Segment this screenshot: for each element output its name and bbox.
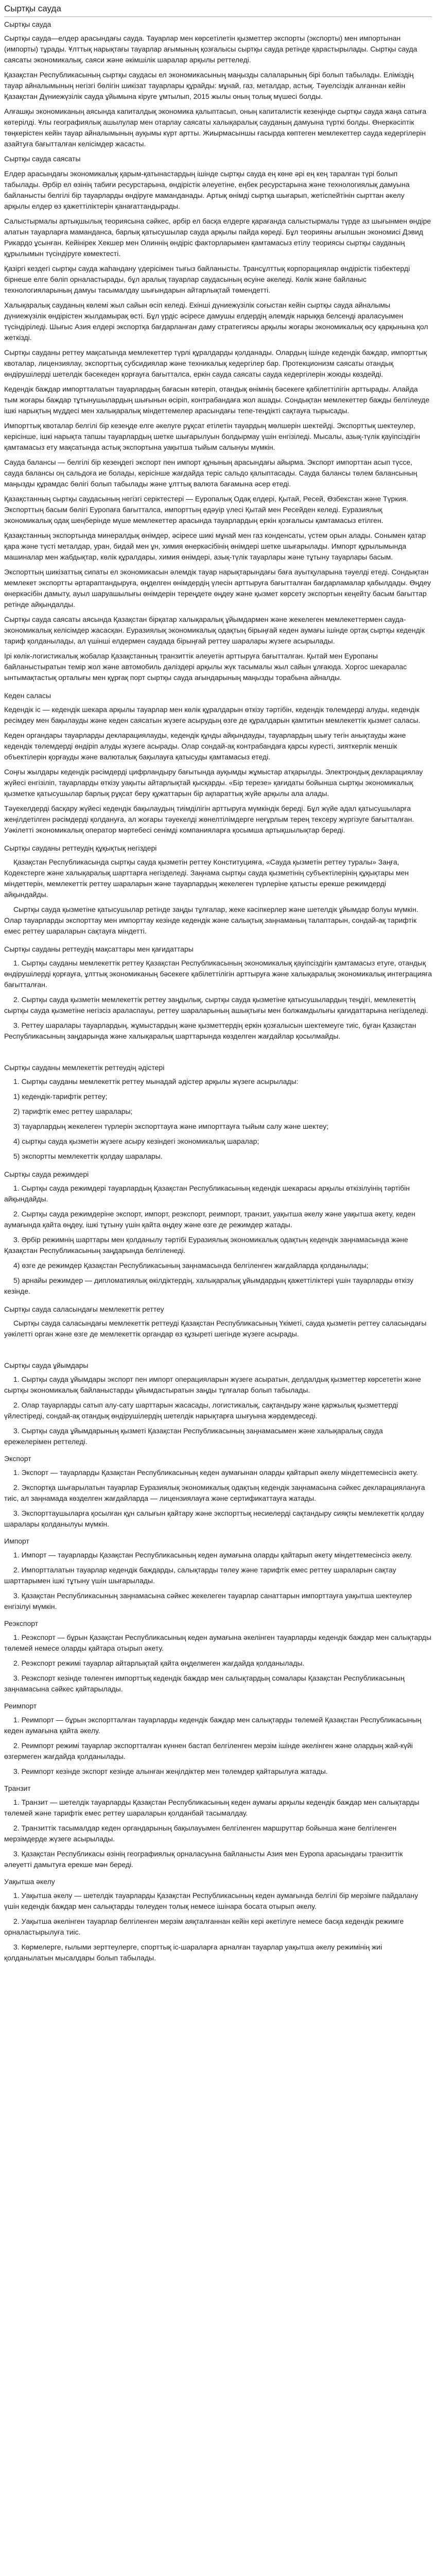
temporary-import-item: 2. Уақытша әкелінген тауарлар белгіленген мерзім аяқталғаннан кейін кері әкетілуге немесе басқа кедендік режимге орналастырылуға тиіс. [4, 1917, 404, 1937]
section-heading-temporary-import: Уақытша әкелу [4, 1877, 55, 1886]
customs-paragraph: Соңғы жылдары кедендік рәсімдерді цифрландыру бағытында ауқымды жұмыстар атқарылды. Электрондық декларациялау жүйесі енгізіліп, тауарларды өткізу уақыты айтарлықтай қысқарды. «Бір терезе» қағидаты бойынша сыртқы экономикалық қызметке қатысушылар барлық рұқсат беру құжаттарын бір ақпараттық жүйе арқылы ала алады. [4, 768, 423, 798]
section-heading-reimport: Реимпорт [4, 1702, 37, 1710]
intro-paragraph: Алғашқы экономиканың аясында капиталдық экономика қалыптасып, оның капиталистік кезеңінде сыртқы сауда жаңа сатыға көтерілді. Ұлы географиялық ашылулар мен отарлау саясаты халықаралық сауданың дамуына түрткі болды. Өнеркәсіптік төңкерістен кейін тауар айналымының ауқымы күрт артты. Жиырмасыншы ғасырда көптеген мемлекеттер сауда кедергілерін азайтуға бағытталған келісімдер жасасты. [4, 107, 427, 148]
section-heading-regions: Сыртқы сауда ұйымдары [4, 1361, 89, 1370]
customs-paragraph: Тәуекелдерді басқару жүйесі кедендік бақылаудың тиімділігін арттыруға мүмкіндік береді. Бұл жүйе адал қатысушыларға жеңілдетілген рәсімдерді қолдануға, ал жоғары тәуекелді жөнелтілімдерге неғұрлым терең тексеру жүргізуге бағытталған. Уәкілетті экономикалық оператор мәртебесі сенімді компанияларға қосымша артықшылықтар береді. [4, 804, 414, 835]
methods-item: 3) тауарлардың жекелеген түрлерін экспорттауға және импорттауға тыйым салу және шектеу; [13, 1122, 329, 1131]
body-paragraph: Ірі көлік-логистикалық жобалар Қазақстанның транзиттік әлеуетін арттыруға бағытталған. Қытай мен Еуропаны байланыстыратын темір жол және автомобиль дәліздері арқылы жүк тасымалы жыл сайын ұлғаюда. Хоргос шекаралас ынтымақтастық орталығы мен құрғақ порт сыртқы сауда ағындарының маңызды торабына айналды. [4, 652, 407, 682]
reimport-item: 3. Реимпорт кезінде экспорт кезінде алынған жеңілдіктер мен төлемдер қайтарылуға жатады. [13, 1767, 328, 1776]
reexport-item: 2. Реэкспорт режимі тауарлар айтарлықтай қайта өңделмеген жағдайда қолданылады. [13, 1659, 305, 1668]
body-paragraph: Кедендік баждар импортталатын тауарлардың бағасын көтеріп, отандық өнімнің бәсекеге қабілеттілігін арттырады. Алайда тым жоғары баждар тұтынушылардың шығынын өсіріп, контрабандаға жол ашады. Сондықтан мемлекеттер бажды белгілеуде ішкі нарықтың мүддесі мен халықаралық міндеттемелер арасындағы тепе-теңдікті сақтауға тырысады. [4, 385, 430, 415]
body-paragraph: Елдер арасындағы экономикалық қарым-қатынастардың ішінде сыртқы сауда ең көне әрі ең кең таралған түрі болып табылады. Әрбір ел өзінің табиғи ресурстарына, өндірістік әлеуетіне, еңбек ресурстарына және технологиялық дамуына байланысты белгілі бір тауарларды өндіруге маманданады. Артық өнімді сыртқа шығарып, жетіспейтінін сырттан әкелу арқылы елдер өз қажеттіліктерін қанағаттандырады. [4, 170, 410, 211]
trade-modes-item: 1. Сыртқы сауда режимдері тауарлардың Қазақстан Республикасының кедендік шекарасы арқылы өткізілуінің тәртібін айқындайды. [4, 1184, 410, 1204]
temporary-import-item: 3. Көрмелерге, ғылыми зерттеулерге, спорттық іс-шараларға арналған тауарлар уақытша әкелу режимінің жиі қолданылатын мысалдары болып табылады. [4, 1943, 382, 1962]
temporary-import-item: 1. Уақытша әкелу — шетелдік тауарларды Қазақстан Республикасының кеден аумағында белгілі бір мерзімге пайдалану үшін кедендік баждар мен салықтарды төлеуден толық немесе ішінара босата отырып әкелу. [4, 1891, 418, 1911]
goals-item: 1. Сыртқы сауданы мемлекеттік реттеу Қазақстан Республикасының экономикалық қауіпсіздігін қамтамасыз етуге, отандық өндірушілерді қорғауға, ұлттық экономиканың бәсекеге қабілеттілігін арттыруға және халықаралық экономикалық интеграцияға бағытталған. [4, 959, 432, 989]
body-paragraph: Қазақстанның экспортында минералдық өнімдер, әсіресе шикі мұнай мен газ конденсаты, үстем орын алады. Сонымен қатар қара және түсті металдар, уран, бидай мен ұн, химия өнеркәсібінің өнімдері шетке шығарылады. Импорт құрылымында машиналар мен жабдықтар, көлік құралдары, химия өнімдері, азық-түлік тауарлары және тұтыну тауарлары басым. [4, 531, 426, 562]
section-heading-state: Сыртқы сауда саласындағы мемлекеттік реттеу [4, 1305, 164, 1314]
reexport-item: 3. Реэкспорт кезінде төленген импорттық кедендік баждар мен салықтардың сомалары Қазақстан Республикасының заңнамасына сәйкес қайтарылады. [4, 1674, 405, 1693]
customs-paragraph: Кедендік іс — кедендік шекара арқылы тауарлар мен көлік құралдарын өткізу тәртібін, кедендік төлемдерді алуды, кедендік ресімдеу мен бақылауды және кеден саясатын жүзеге асырудың өзге де құралдарын қамтитын мемлекеттік қызмет саласы. [4, 705, 421, 725]
intro-paragraph: Қазақстан Республикасының сыртқы саудасы ел экономикасының маңызды салаларының бірі болып табылады. Еліміздің тауар айналымының негізгі бөлігін шикізат тауарлары құрайды: мұнай, газ, металдар, астық. Тәуелсіздік алғаннан кейін Қазақстан Дүниежүзілік сауда ұйымына кіруге ұмтылып, 2015 жылы оның толық мүшесі болды. [4, 71, 414, 101]
section-heading-methods: Сыртқы сауданы мемлекеттік реттеудің әдістері [4, 1063, 165, 1072]
body-paragraph: Сыртқы сауданы реттеу мақсатында мемлекеттер түрлі құралдарды қолданады. Олардың ішінде кедендік баждар, импорттық квоталар, лицензиялау, экспорттық субсидиялар және техникалық кедергілер бар. Протекционизм саясаты отандық өндірушілерді шетелдік бәсекеден қорғауға бағытталса, еркін сауда саясаты сауда кедергілерін жоюды көздейді. [4, 348, 427, 379]
customs-paragraph: Кеден органдары тауарларды декларациялауды, кедендік құнды айқындауды, тауарлардың шығу тегін анықтауды және кедендік төлемдерді өндіріп алуды жүзеге асырады. Олар сондай-ақ контрабандаға қарсы күресті, зияткерлік меншік объектілерін қорғауды және валюталық бақылауға қатысуды қамтамасыз етеді. [4, 731, 406, 761]
section-heading-trade-modes: Сыртқы сауда режимдері [4, 1170, 89, 1179]
transit-item: 1. Транзит — шетелдік тауарларды Қазақстан Республикасының кеден аумағы арқылы кедендік баждар мен салықтарды төлемей және тарифтік емес реттеу шараларын қолданбай тасымалдау. [4, 1798, 420, 1818]
intro-subheading: Сыртқы сауда саясаты [4, 155, 81, 163]
trade-modes-item: 2. Сыртқы сауда режимдеріне экспорт, импорт, реэкспорт, реимпорт, транзит, уақытша әкелу және уақытша әкету, кеден аумағында қайта өңдеу, ішкі тұтыну үшін қайта өңдеу және өзге де режимдер жатады. [4, 1210, 415, 1229]
reexport-item: 1. Реэкспорт — бұрын Қазақстан Республикасының кеден аумағына әкелінген тауарларды кедендік баждар мен салықтарды төлемей немесе оларды қайтара отырып әкету. [4, 1633, 432, 1653]
section-heading-transit: Транзит [4, 1784, 31, 1793]
export-item: 1. Экспорт — тауарларды Қазақстан Республикасының кеден аумағынан оларды қайтарып әкелу міндеттемесінсіз әкету. [13, 1468, 418, 1477]
methods-item: 5) экспортты мемлекеттік қолдау шаралары. [13, 1152, 163, 1161]
law-paragraph: Қазақстан Республикасында сыртқы сауда қызметін реттеу Конституцияға, «Сауда қызметін реттеу туралы» Заңға, Кодекстерге және халықаралық шарттарға негізделеді. Заңнама сыртқы сауда қызметінің субъектілерінің құқықтары мен міндеттерін, мемлекеттік реттеу шараларын және тауарлардың жекелеген түрлеріне қатысты ерекше режимдерді айқындайды. [4, 858, 409, 899]
state-paragraph: Сыртқы сауда саласындағы мемлекеттік реттеуді Қазақстан Республикасының Үкіметі, сауда қызметін реттеу саласындағы уәкілетті орган және өзге де мемлекеттік органдар өз құзыреті шегінде жүзеге асырады. [4, 1319, 427, 1338]
reimport-item: 2. Реимпорт режимі тауарлар экспортталған күннен бастап белгіленген мерзім ішінде әкелінген және олардың жай-күйі өзгермеген жағдайда қолданылады. [4, 1741, 413, 1761]
methods-item: 1) кедендік-тарифтік реттеу; [13, 1092, 108, 1101]
regions-item: 1. Сыртқы сауда ұйымдары экспорт пен импорт операцияларын жүзеге асыратын, делдалдық қызметтер көрсететін және сыртқы экономикалық байланыстарды ұйымдастыратын заңды тұлғалар болып табылады. [4, 1375, 421, 1395]
methods-item: 4) сыртқы сауда қызметін жүзеге асыру кезіндегі экономикалық шаралар; [13, 1137, 259, 1146]
import-item: 2. Импортталатын тауарлар кедендік баждарды, салықтарды төлеу және тарифтік емес реттеу шараларын сақтау шарттарымен ішкі тұтыну үшін шығарылады. [4, 1566, 396, 1585]
export-item: 2. Экспортқа шығарылатын тауарлар Еуразиялық экономикалық одақтың кедендік заңнамасына сәйкес декларациялануға тиіс, ал заңнамада көзделген жағдайларда — лицензиялауға және сертификаттауға жатады. [4, 1483, 425, 1503]
methods-item: 1. Сыртқы сауданы мемлекеттік реттеу мынадай әдістер арқылы жүзеге асырылады: [13, 1077, 299, 1086]
section-heading-goals: Сыртқы сауданы реттеудің мақсаттары мен қағидаттары [4, 945, 194, 954]
body-paragraph: Экспорттың шикізаттық сипаты ел экономикасын әлемдік тауар нарықтарындағы баға ауытқуларына тәуелді етеді. Сондықтан мемлекет экспортты әртараптандыруға, өңделген өнімдердің үлесін арттыруға бағытталған бағдарламалар қабылдады. Өңдеу өнеркәсібін дамыту, ауыл шаруашылығы өнімдерін тереңдете өңдеу және қызмет көрсету экспортын кеңейту басым бағыттар ретінде айқындалды. [4, 568, 431, 609]
body-paragraph: Сауда балансы — белгілі бір кезеңдегі экспорт пен импорт құнының арасындағы айырма. Экспорт импорттан асып түссе, сауда балансы оң сальдоға ие болады, керісінше жағдайда теріс сальдо қалыптасады. Сауда балансы төлем балансының маңызды құрамдас бөлігі болып табылады және ұлттық валюта бағамына әсер етеді. [4, 458, 417, 488]
section-heading-export: Экспорт [4, 1454, 31, 1463]
body-paragraph: Қазіргі кездегі сыртқы сауда жаһандану үдерісімен тығыз байланысты. Трансұлттық корпорациялар өндірістік тізбектерді бірнеше елге бөліп орналастырады, бұл аралық тауарлар саудасының өсуіне әкеледі. Көлік және байланыс технологияларының дамуы тасымалдау шығындарын айтарлықтай төмендетті. [4, 264, 410, 295]
body-paragraph: Сыртқы сауда саясаты аясында Қазақстан бірқатар халықаралық ұйымдармен және жекелеген мемлекеттермен сауда-экономикалық келісімдер жасасқан. Еуразиялық экономикалық одақтың бірыңғай кеден аумағы ішінде ортақ сыртқы кедендік тариф қолданылады, ал үшінші елдермен саудада бірыңғай реттеу шаралары жүзеге асырылады. [4, 615, 425, 646]
goals-item: 3. Реттеу шаралары тауарлардың, жұмыстардың және қызметтердің еркін қозғалысын шектемеуге тиіс, бұған Қазақстан Республикасының заңдарында және халықаралық шарттарында көзделген жағдайлар қосылмайды. [4, 1021, 416, 1041]
trade-modes-item: 4) өзге де режимдер Қазақстан Республикасының заңнамасында белгіленген жағдайларда қолданылады; [13, 1261, 369, 1270]
intro-paragraph: Сыртқы сауда—елдер арасындағы сауда. Тауарлар мен көрсетілетін қызметтер экспорты (экспорты) мен импортынан (импорты) тұрады. Ұлттық нарықтағы тауарлар ағымының қозғалысы сыртқы сауда ретінде қарастырылады. Сыртқы сауда саясаты экономикалық, саяси және әкімшілік шаралар арқылы реттеледі. [4, 34, 417, 64]
section-heading-law: Сыртқы сауданы реттеудің құқықтық негіздері [4, 844, 157, 853]
section-heading-customs: Кеден саласы [4, 691, 51, 700]
reimport-item: 1. Реимпорт — бұрын экспортталған тауарларды кедендік баждар мен салықтарды төлемей Қазақстан Республикасының кеден аумағына қайта әкелу. [4, 1716, 422, 1735]
trade-modes-item: 3. Әрбір режимнің шарттары мен қолданылу тәртібі Еуразиялық экономикалық одақтың кедендік заңнамасында және Қазақстан Республикасының заңдарында белгіленеді. [4, 1235, 408, 1255]
body-paragraph: Халықаралық сауданың көлемі жыл сайын өсіп келеді. Екінші дүниежүзілік соғыстан кейін сыртқы сауда айналымы дүниежүзілік өндірістен жылдамырақ өсті. Бұл үрдіс әсіресе дамушы елдердің әлемдік нарыққа белсенді араласуымен түсіндіріледі. Шығыс Азия елдері экспортқа бағдарланған даму стратегиясы арқылы жоғары экономикалық өсу қарқынына қол жеткізді. [4, 301, 428, 342]
body-paragraph: Импорттық квоталар белгілі бір кезеңде елге әкелуге рұқсат етілетін тауардың мөлшерін шектейді. Экспорттық шектеулер, керісінше, ішкі нарықта тапшы тауарлардың шетке шығарылуын болдырмау үшін енгізіледі. Мысалы, азық-түлік қауіпсіздігін қамтамасыз ету мақсатында астық экспортына уақытша тыйым салынуы мүмкін. [4, 421, 420, 452]
section-heading-import: Импорт [4, 1537, 29, 1546]
page-title: Сыртқы сауда [4, 3, 432, 17]
section-heading-reexport: Реэкспорт [4, 1619, 39, 1628]
transit-item: 3. Қазақстан Республикасы өзінің географиялық орналасуына байланысты Азия мен Еуропа арасындағы транзиттік әлеуетті дамытуға ерекше мән береді. [4, 1850, 403, 1869]
import-item: 3. Қазақстан Республикасының заңнамасына сәйкес жекелеген тауарлар санаттарын импорттауға уақытша шектеулер енгізілуі мүмкін. [4, 1591, 412, 1611]
trade-modes-item: 5) арнайы режимдер — дипломатиялық өкілдіктердің, халықаралық ұйымдардың қажеттіліктері үшін тауарларды өткізу кезінде. [4, 1276, 414, 1296]
section-spacer [4, 1344, 432, 1353]
body-paragraph: Қазақстанның сыртқы саудасының негізгі серіктестері — Еуропалық Одақ елдері, Қытай, Ресей, Өзбекстан және Түркия. Экспорттың басым бөлігі Еуропаға бағытталса, импорттың едәуір үлесі Қытай мен Ресейден келеді. Еуразиялық экономикалық одақ шеңберінде мүше мемлекеттер арасында тауарлардың еркін қозғалысы қамтамасыз етілген. [4, 495, 408, 525]
methods-item: 2) тарифтік емес реттеу шаралары; [13, 1107, 133, 1116]
goals-item: 2. Сыртқы сауда қызметін мемлекеттік реттеу заңдылық, сыртқы сауда қызметіне қатысушылардың теңдігі, мемлекеттің сыртқы сауда қызметіне негізсіз араласпауы, реттеу шараларының ашықтығы мен болжамдылығы қағидаттарына негізделеді. [4, 995, 428, 1015]
body-paragraph: Салыстырмалы артықшылық теориясына сәйкес, әрбір ел басқа елдерге қарағанда салыстырмалы түрде аз шығынмен өндіре алатын тауарларға маманданса, барлық қатысушылар сауда арқылы пайда көреді. Бұл теорияны ағылшын экономисі Дэвид Рикардо ұсынған. Кейінірек Хекшер мен Олиннің өндіріс факторларымен қамтамасыз етілу теориясы сыртқы сауданың құрылымын түсіндіруге көмектесті. [4, 217, 431, 258]
transit-item: 2. Транзиттік тасымалдар кеден органдарының бақылауымен белгіленген маршруттар бойынша және белгіленген мерзімдерде жүзеге асырылады. [4, 1824, 397, 1843]
regions-item: 3. Сыртқы сауда ұйымдарының қызметі Қазақстан Республикасының заңнамасымен және халықаралық сауда ережелерімен реттеледі. [4, 1427, 383, 1446]
law-paragraph: Сыртқы сауда қызметіне қатысушылар ретінде заңды тұлғалар, жеке кәсіпкерлер және шетелдік ұйымдар болуы мүмкін. Олар тауарларды экспорттау мен импорттау кезінде кедендік және салықтық заңнаманың талаптарын, сондай-ақ тарифтік емес реттеу шараларын сақтауға міндетті. [4, 905, 418, 936]
page-subtitle: Сыртқы сауда [4, 20, 51, 29]
regions-item: 2. Олар тауарларды сатып алу-сату шарттарын жасасады, логистикалық, сақтандыру және қаржылық қызметтерді үйлестіреді, сондай-ақ отандық өндірушілердің шетелдік нарықтарға шығуына жәрдемдеседі. [4, 1401, 398, 1420]
import-item: 1. Импорт — тауарларды Қазақстан Республикасының кеден аумағына оларды қайтарып әкету міндеттемесінсіз әкелу. [13, 1551, 412, 1560]
section-spacer [4, 1046, 432, 1055]
export-item: 3. Экспорттаушыларға қосылған құн салығын қайтару және экспорттық несиелерді сақтандыру сияқты мемлекеттік қолдау шаралары қолданылуы мүмкін. [4, 1509, 424, 1529]
